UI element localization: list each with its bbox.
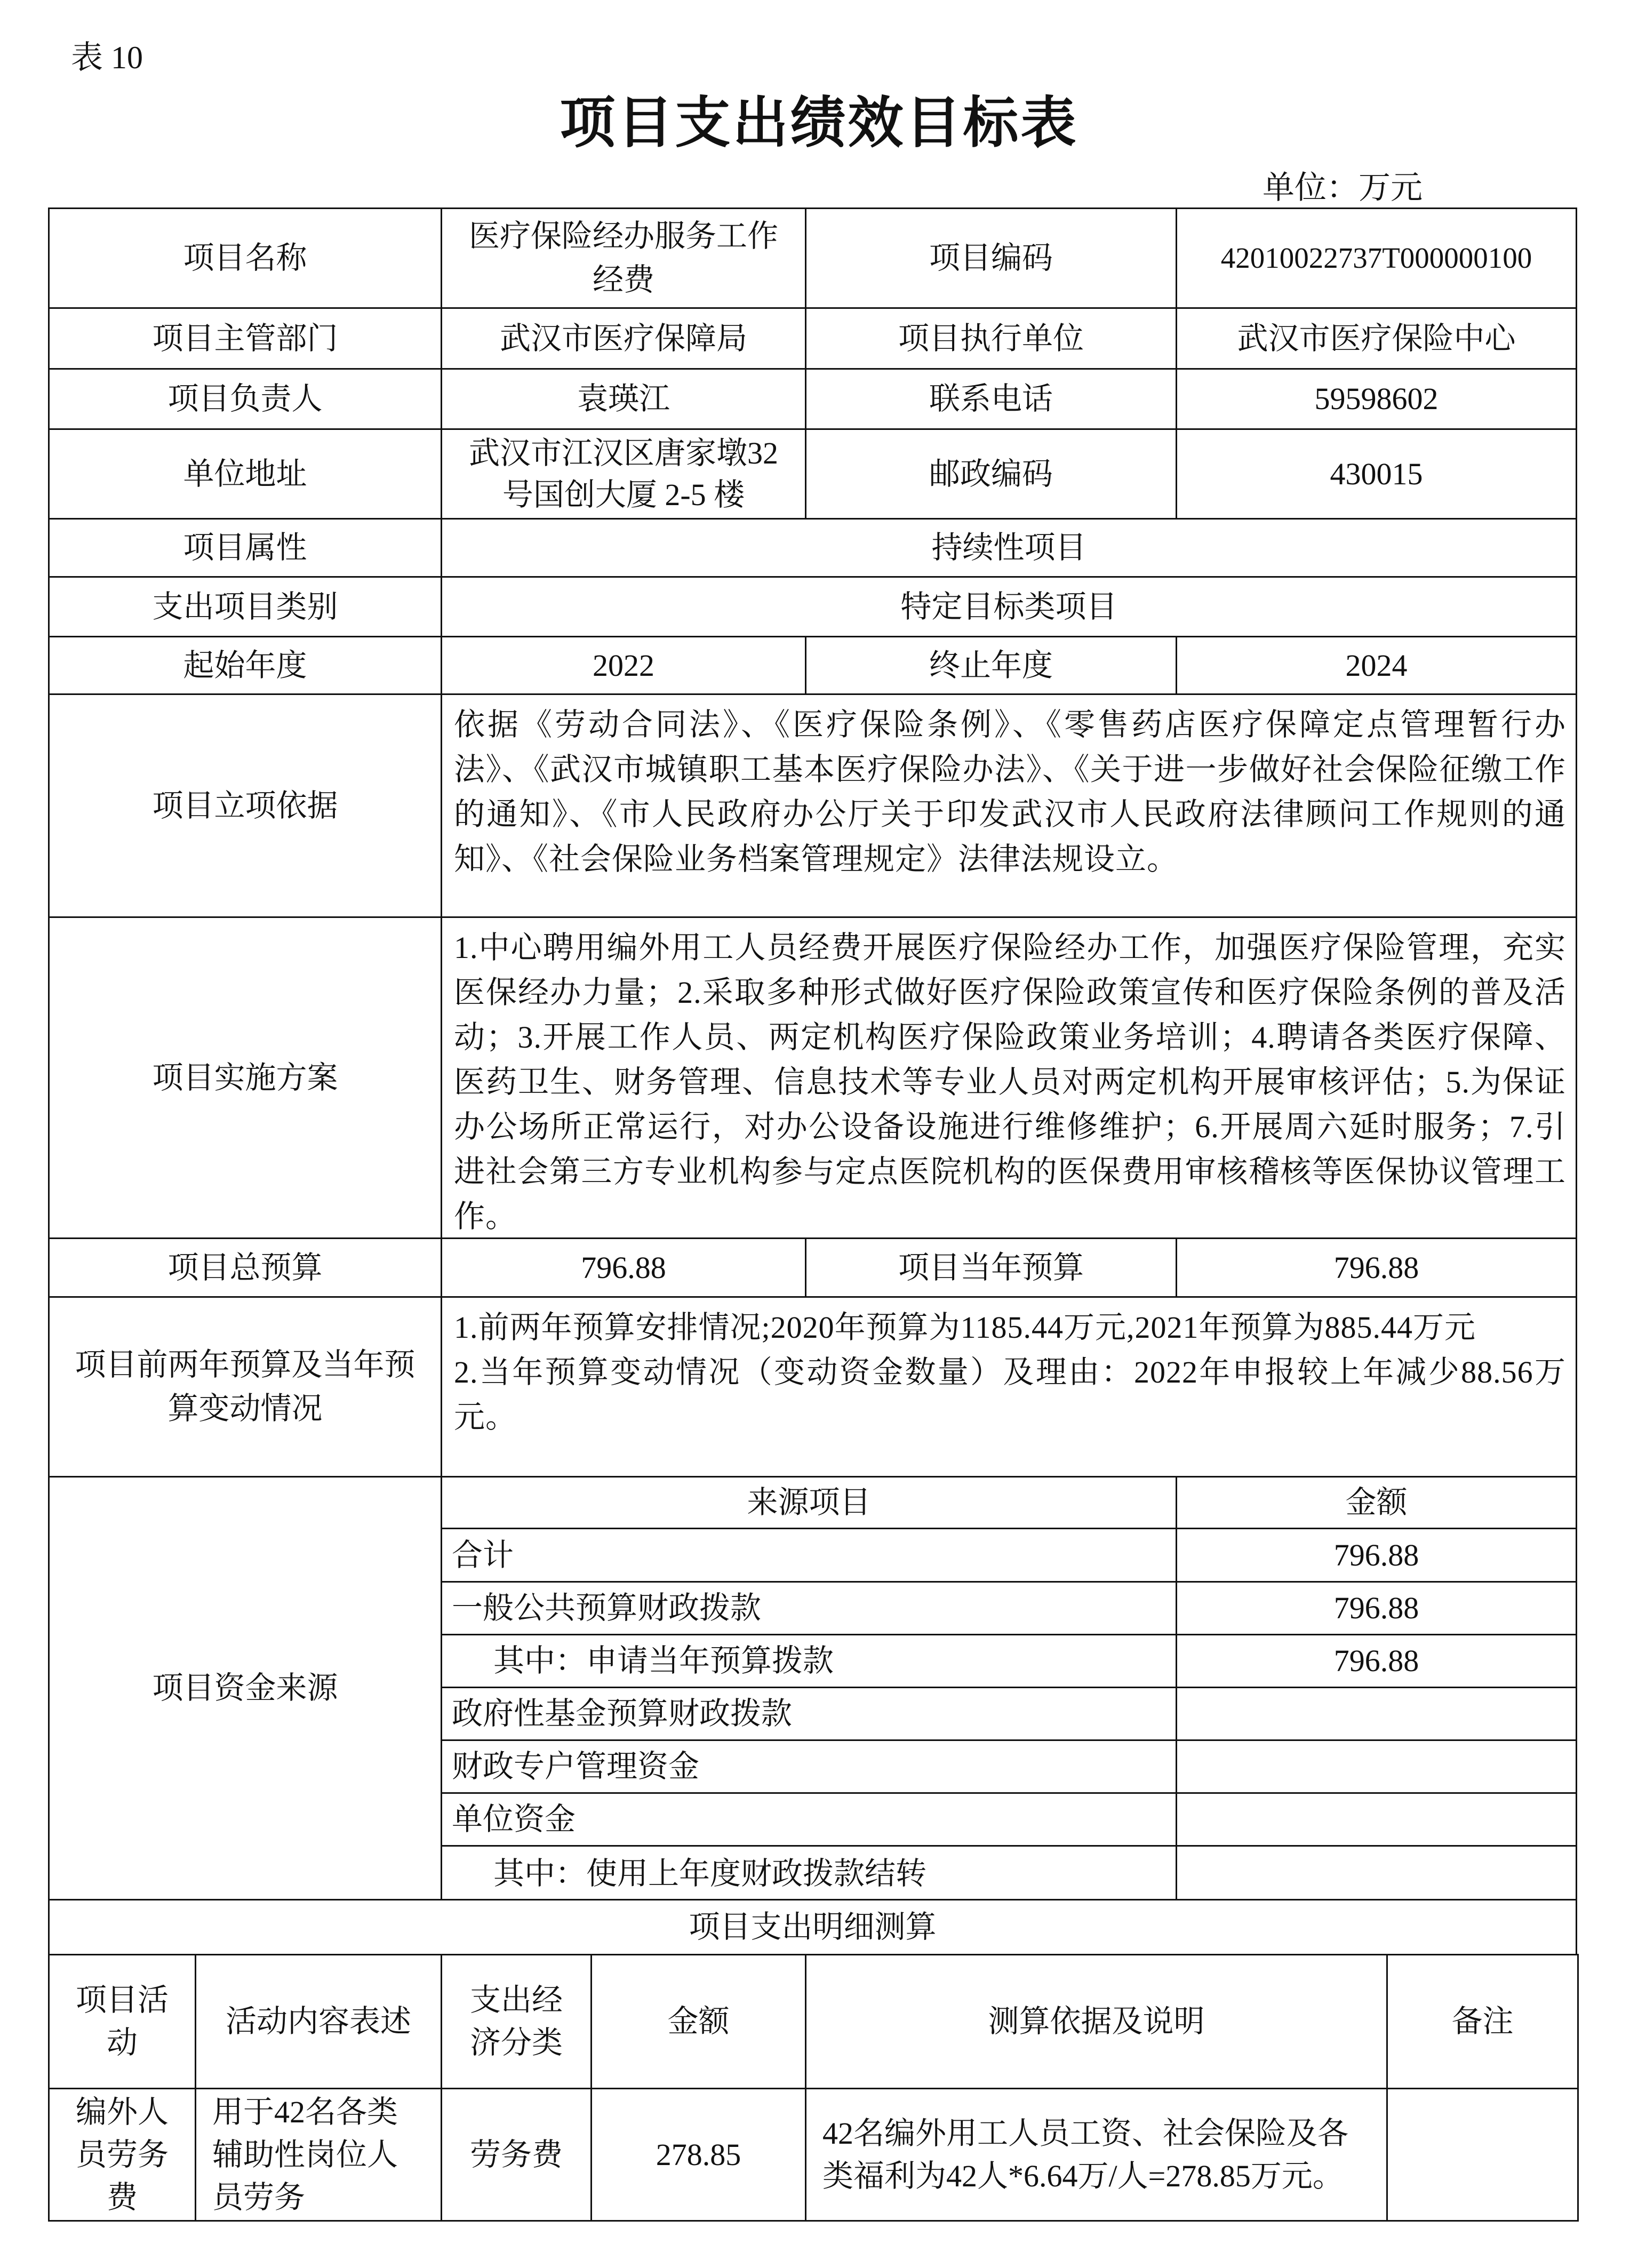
total-budget-value: 796.88 xyxy=(441,1237,806,1298)
plan-label: 项目实施方案 xyxy=(48,916,442,1239)
header-economic-class: 支出经济分类 xyxy=(441,1954,592,2089)
funding-source-amount xyxy=(1176,1739,1577,1794)
funding-source-name: 一般公共预算财政拨款 xyxy=(441,1581,1177,1635)
header-activity: 项目活动 xyxy=(48,1954,196,2089)
postcode-label: 邮政编码 xyxy=(805,428,1177,520)
project-name-label: 项目名称 xyxy=(48,207,442,309)
end-year-label: 终止年度 xyxy=(805,636,1177,695)
funding-source-name: 单位资金 xyxy=(441,1792,1177,1847)
funding-source-amount: 796.88 xyxy=(1176,1634,1577,1688)
funding-source-name: 财政专户管理资金 xyxy=(441,1739,1177,1794)
start-year-value: 2022 xyxy=(441,636,806,695)
detail-remark xyxy=(1386,2088,1579,2222)
funding-source-amount: 796.88 xyxy=(1176,1528,1577,1583)
funding-source-name: 其中：使用上年度财政拨款结转 xyxy=(441,1845,1177,1902)
detail-description: 用于42名各类辅助性岗位人员劳务 xyxy=(195,2088,442,2222)
address-value: 武汉市江汉区唐家墩32 号国创大厦 2-5 楼 xyxy=(441,428,806,520)
funding-source-amount xyxy=(1176,1687,1577,1741)
phone-value: 59598602 xyxy=(1176,368,1577,430)
funding-source-amount: 796.88 xyxy=(1176,1581,1577,1635)
end-year-value: 2024 xyxy=(1176,636,1577,695)
detail-economic-class: 劳务费 xyxy=(441,2088,592,2222)
start-year-label: 起始年度 xyxy=(48,636,442,695)
dept-value: 武汉市医疗保障局 xyxy=(441,307,806,370)
basis-label: 项目立项依据 xyxy=(48,693,442,918)
detail-amount: 278.85 xyxy=(590,2088,806,2222)
page-title: 项目支出绩效目标表 xyxy=(560,90,1078,155)
budget-change-label: 项目前两年预算及当年预算变动情况 xyxy=(48,1296,442,1478)
funding-source-name: 合计 xyxy=(441,1528,1177,1583)
leader-label: 项目负责人 xyxy=(48,368,442,430)
exec-unit-value: 武汉市医疗保险中心 xyxy=(1176,307,1577,370)
budget-change-line-2: 2.当年预算变动情况（变动资金数量）及理由：2022年申报较上年减少88.56万元。 xyxy=(454,1355,1566,1434)
current-budget-value: 796.88 xyxy=(1176,1237,1577,1298)
attribute-value: 持续性项目 xyxy=(441,518,1577,578)
leader-value: 袁瑛江 xyxy=(441,368,806,430)
funding-col-amount: 金额 xyxy=(1176,1476,1577,1529)
attribute-label: 项目属性 xyxy=(48,518,442,578)
category-label: 支出项目类别 xyxy=(48,576,442,637)
address-label: 单位地址 xyxy=(48,428,442,520)
detail-activity: 编外人员劳务费 xyxy=(48,2088,196,2222)
dept-label: 项目主管部门 xyxy=(48,307,442,370)
category-value: 特定目标类项目 xyxy=(441,576,1577,637)
project-code-label: 项目编码 xyxy=(805,207,1177,309)
detail-basis: 42名编外用工人员工资、社会保险及各类福利为42人*6.64万/人=278.85万元。 xyxy=(805,2088,1388,2222)
funding-source-name: 政府性基金预算财政拨款 xyxy=(441,1687,1177,1741)
funding-col-source: 来源项目 xyxy=(441,1476,1177,1529)
exec-unit-label: 项目执行单位 xyxy=(805,307,1177,370)
table-number: 表 10 xyxy=(71,40,143,75)
phone-label: 联系电话 xyxy=(805,368,1177,430)
unit-label: 单位：万元 xyxy=(1263,170,1423,205)
header-basis: 测算依据及说明 xyxy=(805,1954,1388,2089)
funding-source-amount xyxy=(1176,1845,1577,1902)
budget-change-text xyxy=(441,1296,1577,1478)
budget-change-line-1: 1.前两年预算安排情况;2020年预算为1185.44万元,2021年预算为885.44万元 xyxy=(454,1310,1476,1345)
header-remark: 备注 xyxy=(1386,1954,1579,2089)
total-budget-label: 项目总预算 xyxy=(48,1237,442,1298)
funding-source-name: 其中：申请当年预算拨款 xyxy=(441,1634,1177,1688)
header-amount: 金额 xyxy=(590,1954,806,2089)
detail-section-title: 项目支出明细测算 xyxy=(48,1899,1577,1955)
project-code-value: 42010022737T000000100 xyxy=(1176,207,1577,309)
header-description: 活动内容表述 xyxy=(195,1954,442,2089)
postcode-value: 430015 xyxy=(1176,428,1577,520)
funding-label: 项目资金来源 xyxy=(48,1476,442,1900)
project-name-value: 医疗保险经办服务工作经费 xyxy=(441,207,806,309)
current-budget-label: 项目当年预算 xyxy=(805,1237,1177,1298)
basis-text: 依据《劳动合同法》、《医疗保险条例》、《零售药店医疗保障定点管理暂行办法》、《武汉市城镇职工基本医疗保险办法》、《关于进一步做好社会保险征缴工作的通知》、《市人民政府办公厅关于印发武汉市人民政府法律顾问工作规则的通知》、《社会保险业务档案管理规定》法律法规设立。 xyxy=(441,693,1577,918)
funding-source-amount xyxy=(1176,1792,1577,1847)
plan-text: 1.中心聘用编外用工人员经费开展医疗保险经办工作，加强医疗保险管理，充实医保经办力量；2.采取多种形式做好医疗保险政策宣传和医疗保险条例的普及活动；3.开展工作人员、两定机构医疗保险政策业务培训；4.聘请各类医疗保障、医药卫生、财务管理、信息技术等专业人员对两定机构开展审核评估；5.为保证办公场所正常运行，对办公设备设施进行维修维护；6.开展周六延时服务；7.引进社会第三方专业机构参与定点医院机构的医保费用审核稽核等医保协议管理工作。 xyxy=(441,916,1577,1239)
